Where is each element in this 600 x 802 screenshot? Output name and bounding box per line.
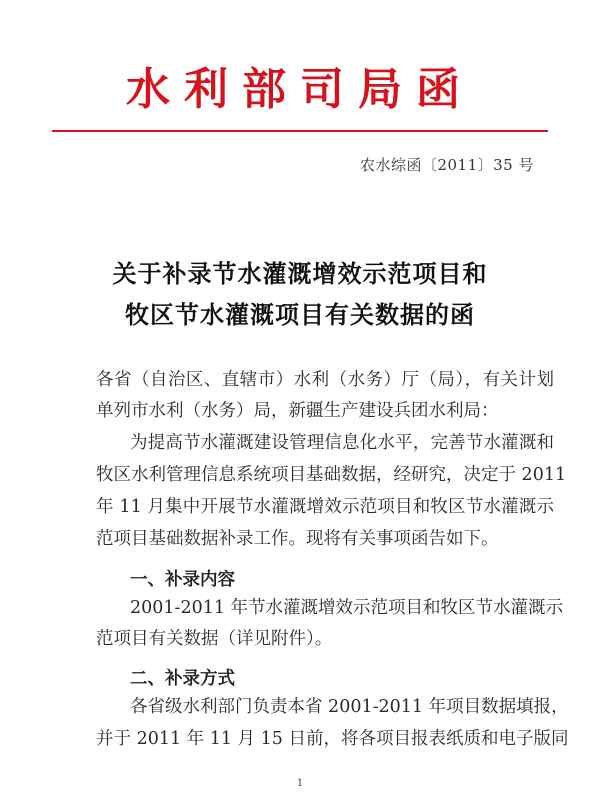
section-1-line-1: 2001-2011 年节水灌溉增效示范项目和牧区节水灌溉示: [130, 598, 564, 618]
intro-line-2: 牧区水利管理信息系统项目基础数据，经研究，决定于 2011: [96, 465, 567, 485]
section-2-line-2: 并于 2011 年 11 月 15 日前，将各项目报表纸质和电子版同: [96, 729, 569, 749]
document-title-line-2: 牧区节水灌溉项目有关数据的函: [125, 300, 475, 329]
intro-line-4: 范项目基础数据补录工作。现将有关事项函告如下。: [96, 529, 499, 549]
section-2-line-1: 各省级水利部门负责本省 2001-2011 年项目数据填报，: [130, 697, 569, 717]
intro-line-3: 年 11 月集中开展节水灌溉增效示范项目和牧区节水灌溉示: [96, 497, 554, 517]
document-number: 农水综函〔2011〕35 号: [359, 156, 534, 174]
section-1-line-2: 范项目有关数据（详见附件）。: [96, 629, 333, 649]
document-title-line-1: 关于补录节水灌溉增效示范项目和: [112, 259, 488, 288]
intro-line-1: 为提高节水灌溉建设管理信息化水平，完善节水灌溉和: [130, 433, 554, 453]
section-2-heading: 二、补录方式: [130, 669, 235, 689]
letterhead-title: 水利部司局函: [126, 64, 474, 115]
page-number: 1: [296, 778, 304, 789]
section-1-heading: 一、补录内容: [130, 570, 235, 590]
addressee-line-2: 单列市水利（水务）局，新疆生产建设兵团水利局：: [96, 401, 499, 421]
letterhead-red-rule: [52, 130, 548, 132]
addressee-line-1: 各省（自治区、直辖市）水利（水务）厅（局），有关计划: [96, 370, 554, 390]
